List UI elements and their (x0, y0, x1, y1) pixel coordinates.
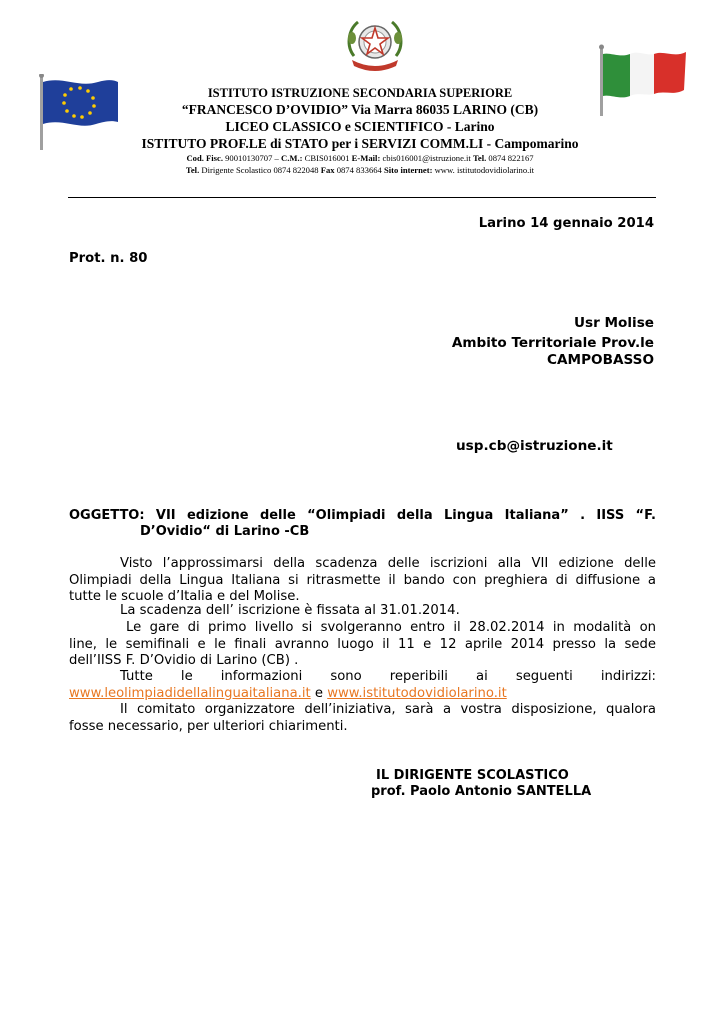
cf-value: 90010130707 – (222, 153, 281, 163)
paragraph-3-line-2: line, le semifinali e le finali avranno luogo il 11 e 12 aprile 2014 presso la sede (69, 636, 656, 652)
recipient-line-2: Ambito Territoriale Prov.le (451, 335, 654, 351)
paragraph-4-links (69, 686, 656, 703)
paragraph-3-line-3: dell’IISS F. D’Ovidio di Larino (CB) . (69, 653, 299, 668)
letter-date: Larino 14 gennaio 2014 (478, 216, 654, 231)
paragraph-1-line-3: tutte le scuole d’Italia e del Molise. (69, 589, 300, 604)
fax-label: Fax (320, 165, 335, 175)
tel2-value: Dirigente Scolastico 0874 822048 (199, 165, 321, 175)
cm-label: C.M.: (281, 153, 303, 163)
subject-line-1: OGGETTO: VII edizione delle “Olimpiadi della Lingua Italiana” . IISS “F. (69, 508, 656, 523)
olympiad-site-link[interactable]: www.leolimpiadidellalinguaitaliana.it (69, 685, 311, 701)
tel-label: Tel. (472, 153, 487, 163)
signature-title: IL DIRIGENTE SCOLASTICO (376, 768, 569, 783)
paragraph-1 (69, 556, 656, 606)
paragraph-3-line-1: Le gare di primo livello si svolgeranno entro il 28.02.2014 in modalità on (126, 620, 656, 635)
school-name: ISTITUTO ISTRUZIONE SECONDARIA SUPERIORE (207, 86, 513, 100)
recipient-line-3: CAMPOBASSO (547, 352, 654, 368)
paragraph-1-line-1: Visto l’approssimarsi della scadenza delle iscrizioni alla VII edizione delle (120, 556, 656, 571)
paragraph-1-line-2: Olimpiadi della Lingua Italiana si ritrasmette il bando con preghiera di diffusione a (69, 572, 656, 588)
school-title: “FRANCESCO D’OVIDIO” (181, 102, 349, 117)
republic-emblem-icon (340, 16, 410, 76)
subject-line-2: D’Ovidio“ di Larino -CB (140, 524, 310, 539)
school-site-link[interactable]: www.istitutodovidiolarino.it (327, 685, 507, 701)
tel2-label: Tel. (185, 165, 200, 175)
email-label: E-Mail: (351, 153, 381, 163)
paragraph-5-line-1: Il comitato organizzatore dell’iniziativa, sarà a vostra disposizione, qualora (120, 702, 656, 717)
paragraph-4 (69, 669, 656, 702)
paragraph-3 (69, 620, 656, 670)
tel-value: 0874 822167 (486, 153, 534, 163)
email-value: cbis016001@istruzione.it (380, 153, 473, 163)
recipient-line-1: Usr Molise (573, 315, 654, 331)
header-divider (68, 197, 656, 198)
site-value: www. istitutodovidiolarino.it (432, 165, 535, 175)
school-address (80, 102, 640, 118)
school-street: Via Marra 86035 LARINO (CB) (348, 102, 539, 117)
school-professional-institute: ISTITUTO PROF.LE di STATO per i SERVIZI COMM.LI - Campomarino (141, 136, 579, 151)
cf-label: Cod. Fisc. (186, 153, 223, 163)
site-label: Sito internet: (383, 165, 433, 175)
paragraph-2-line-1: La scadenza dell’ iscrizione è fissata al 31.01.2014. (120, 603, 460, 618)
paragraph-4-line-1: Tutte le informazioni sono reperibili ai seguenti indirizzi: (120, 669, 656, 684)
contact-line-2 (80, 165, 640, 175)
paragraph-2 (69, 603, 656, 620)
protocol-number: Prot. n. 80 (69, 251, 148, 266)
fax-value: 0874 833664 (334, 165, 384, 175)
signature-name: prof. Paolo Antonio SANTELLA (371, 784, 592, 799)
paragraph-5-line-2: fosse necessario, per ulteriori chiarimenti. (69, 718, 348, 734)
cm-value: CBIS016001 (302, 153, 352, 163)
link-separator: e (310, 685, 328, 701)
recipient-email: usp.cb@istruzione.it (456, 438, 613, 454)
paragraph-5 (69, 702, 656, 735)
school-lyceum: LICEO CLASSICO e SCIENTIFICO - Larino (225, 119, 495, 134)
contact-line-1 (80, 153, 640, 163)
